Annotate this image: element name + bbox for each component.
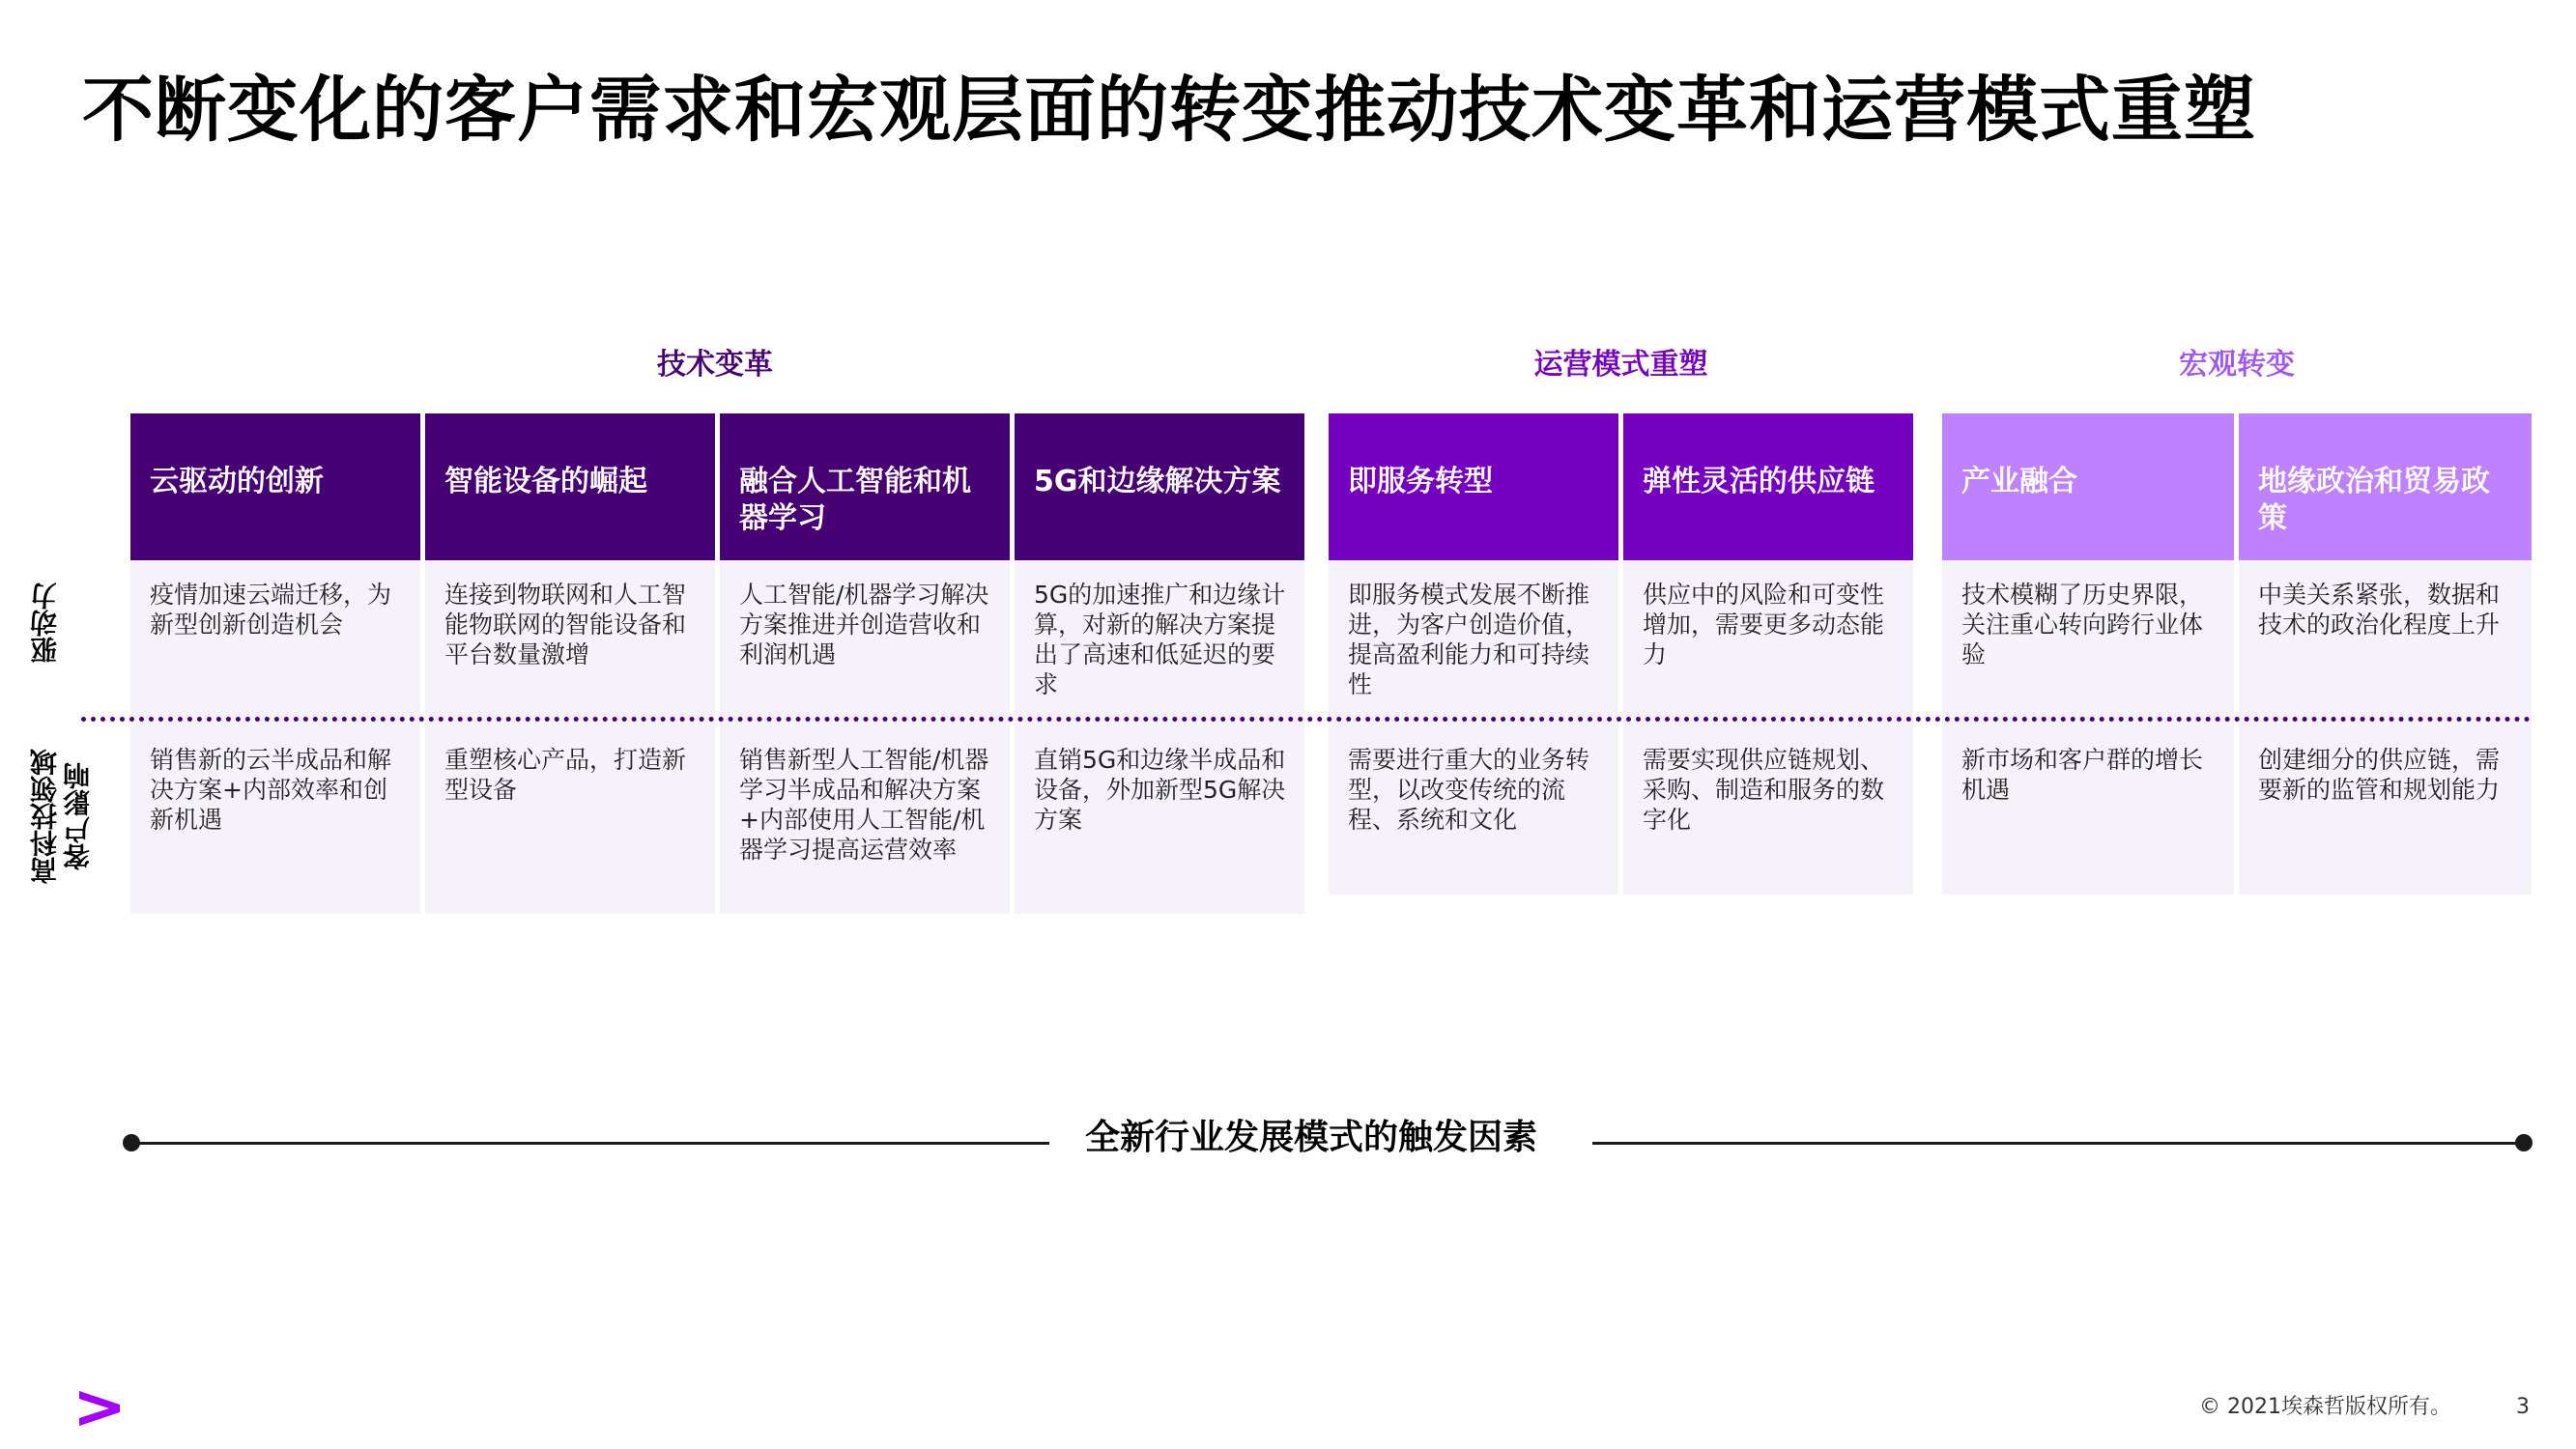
driver-text: 技术模糊了历史界限，关注重心转向跨行业体验	[1961, 581, 2204, 668]
column-header: 云驱动的创新	[130, 413, 420, 560]
driver-text: 人工智能/机器学习解决方案推进并创造营收和利润机遇	[739, 581, 989, 668]
column-smart-devices	[425, 413, 715, 914]
driver-text: 疫情加速云端迁移，为新型创新创造机会	[150, 581, 392, 639]
page-number: 3	[2516, 1395, 2530, 1419]
column-5g-edge	[1015, 413, 1304, 914]
impact-text: 需要进行重大的业务转型，以改变传统的流程、系统和文化	[1348, 746, 1590, 834]
page-title: 不断变化的客户需求和宏观层面的转变推动技术变革和运营模式重塑	[82, 69, 2256, 152]
group-title-ops: 运营模式重塑	[1533, 348, 1708, 382]
column-header: 5G和边缘解决方案	[1015, 413, 1304, 560]
column-industry-convergence	[1942, 413, 2234, 895]
impact-text: 直销5G和边缘半成品和设备，外加新型5G解决方案	[1034, 746, 1286, 834]
group-title-macro: 宏观转变	[2179, 348, 2295, 382]
column-header: 即服务转型	[1329, 413, 1618, 560]
row-label-impact-text: 高科技领域客户影响	[29, 749, 94, 884]
timeline-line-right	[1592, 1142, 2520, 1145]
row-label-drivers: 驱动力	[29, 582, 61, 664]
column-cloud-innovation	[130, 413, 420, 914]
column-header: 智能设备的崛起	[425, 413, 715, 560]
accenture-logo-icon	[77, 1389, 122, 1428]
column-supply-chain	[1623, 413, 1913, 895]
trigger-label: 全新行业发展模式的触发因素	[1084, 1118, 1537, 1157]
column-as-a-service	[1329, 413, 1618, 895]
column-geopolitics-trade	[2239, 413, 2532, 895]
driver-text: 供应中的风险和可变性增加，需要更多动态能力	[1643, 581, 1885, 668]
impact-text: 新市场和客户群的增长机遇	[1961, 746, 2204, 804]
copyright-text: © 2021埃森哲版权所有。	[2199, 1395, 2451, 1419]
impact-text: 销售新的云半成品和解决方案+内部效率和创新机遇	[150, 746, 392, 834]
column-header: 弹性灵活的供应链	[1623, 413, 1913, 560]
row-divider	[81, 717, 2532, 722]
impact-text: 创建细分的供应链，需要新的监管和规划能力	[2258, 746, 2501, 804]
driver-text: 中美关系紧张，数据和技术的政治化程度上升	[2258, 581, 2501, 639]
driver-text: 即服务模式发展不断推进，为客户创造价值，提高盈利能力和可持续性	[1348, 581, 1590, 698]
column-header: 地缘政治和贸易政策	[2239, 413, 2532, 560]
driver-text: 连接到物联网和人工智能物联网的智能设备和平台数量激增	[444, 581, 687, 668]
column-header: 产业融合	[1942, 413, 2234, 560]
column-ai-ml	[720, 413, 1010, 914]
column-header: 融合人工智能和机器学习	[720, 413, 1010, 560]
timeline-line-left	[131, 1142, 1049, 1145]
driver-text: 5G的加速推广和边缘计算，对新的解决方案提出了高速和低延迟的要求	[1034, 581, 1286, 698]
impact-text: 销售新型人工智能/机器学习半成品和解决方案+内部使用人工智能/机器学习提高运营效率	[739, 746, 989, 864]
impact-text: 重塑核心产品，打造新型设备	[444, 746, 687, 804]
group-title-tech: 技术变革	[657, 348, 773, 382]
line-endpoint-right	[2515, 1134, 2533, 1151]
impact-text: 需要实现供应链规划、采购、制造和服务的数字化	[1643, 746, 1885, 834]
row-label-impact	[29, 744, 116, 889]
